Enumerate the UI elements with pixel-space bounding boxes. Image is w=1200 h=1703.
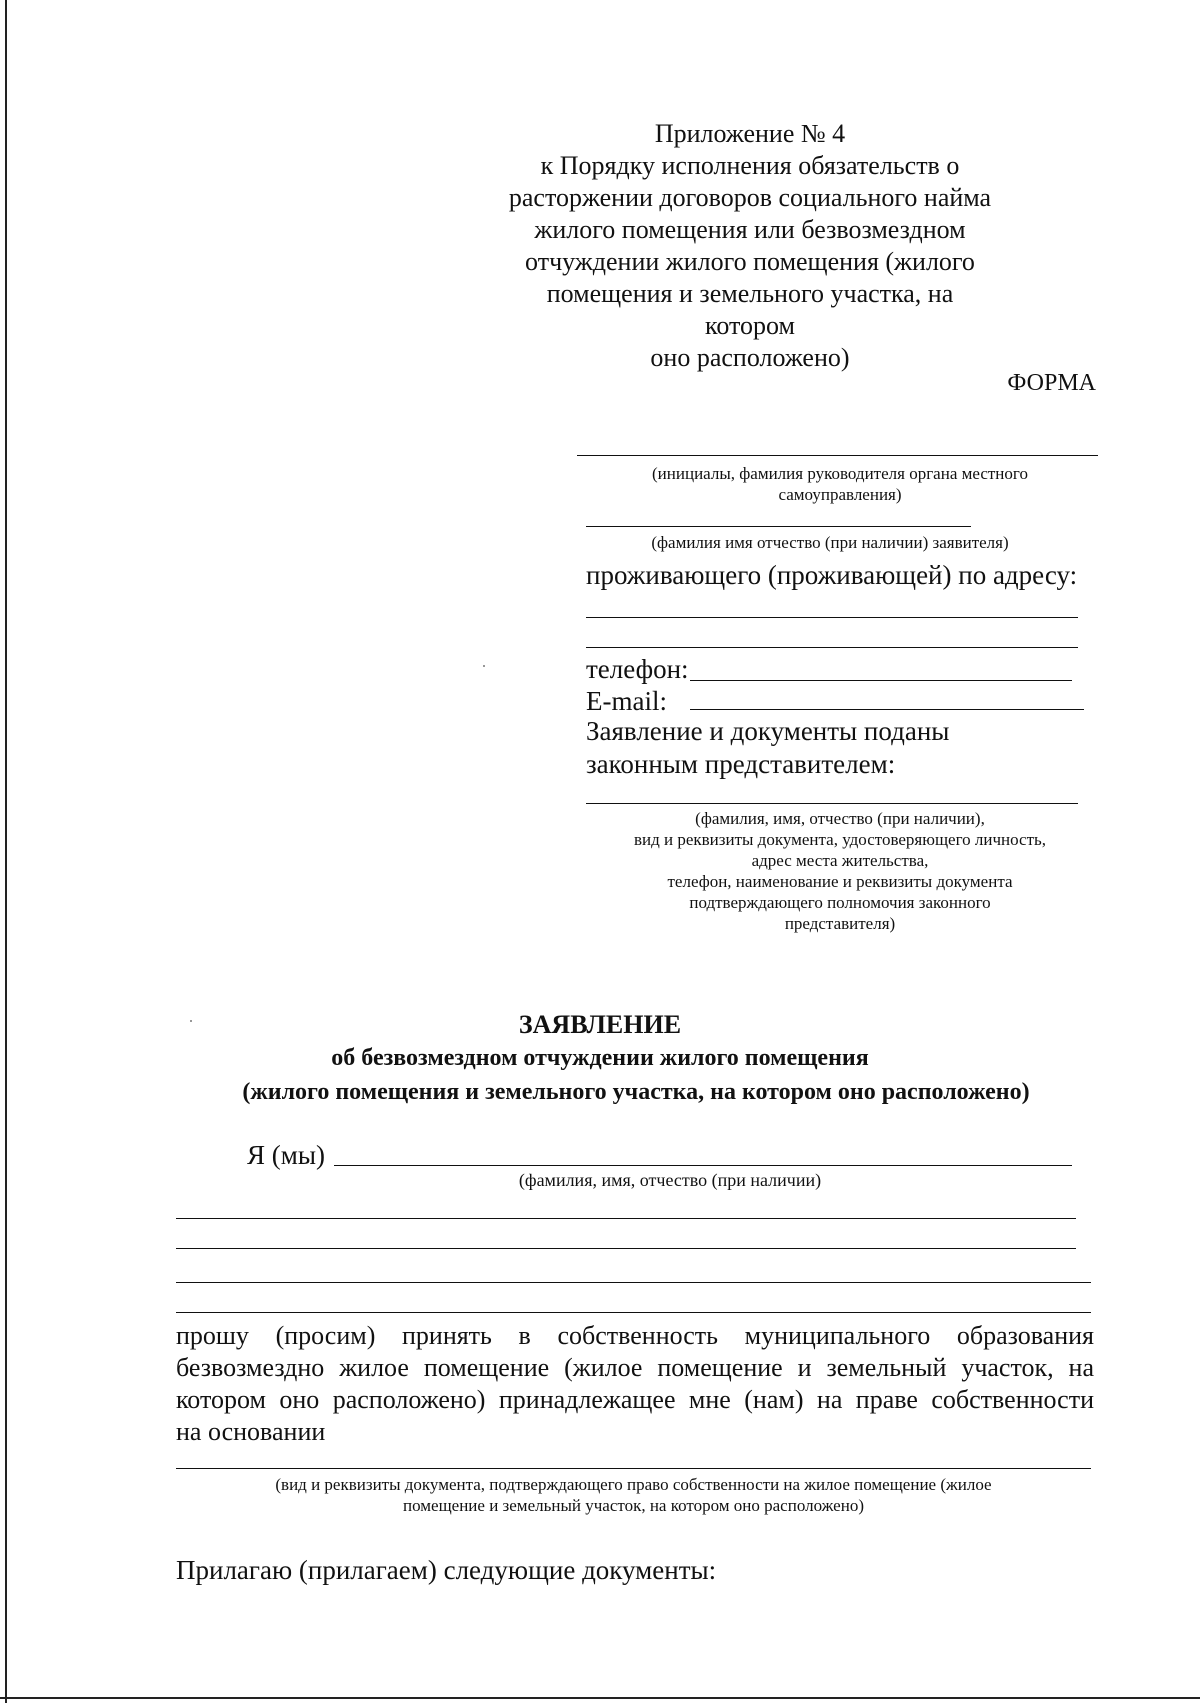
head-name-line[interactable] [577, 455, 1098, 456]
basis-caption [176, 1474, 1091, 1516]
appendix-line: отчуждении жилого помещения (жилого [525, 247, 975, 276]
scan-speck [483, 665, 485, 667]
name-continuation-line[interactable] [176, 1218, 1076, 1219]
phone-label: телефон: [586, 654, 689, 684]
request-line: котором оно расположено) принадлежащее мне (нам) на праве собственности [176, 1385, 1094, 1414]
representative-caption-line: вид и реквизиты документа, удостоверяющего личность, [633, 830, 1047, 849]
appendix-line: оно расположено) [650, 343, 850, 372]
request-line: безвозмездно жилое помещение (жилое помещение и земельный участок, на [176, 1353, 1094, 1382]
name-continuation-line[interactable] [176, 1248, 1076, 1249]
page-border-left [5, 0, 7, 1703]
i-we-label: Я (мы) [247, 1140, 325, 1170]
attachments-label: Прилагаю (прилагаем) следующие документы: [176, 1555, 717, 1585]
representative-caption-line: (фамилия, имя, отчество (при наличии), [695, 809, 985, 828]
representative-caption-line: подтверждающего полномочия законного [689, 893, 991, 912]
appendix-line: помещения и земельного участка, на котором [546, 279, 954, 340]
appendix-line: расторжении договоров социального найма [508, 183, 992, 212]
statement-subtitle-2: (жилого помещения и земельного участка, на котором оно расположено) [242, 1079, 1030, 1105]
appendix-line: к Порядку исполнения обязательств о [540, 151, 960, 180]
representative-caption [560, 808, 1120, 934]
email-field-line[interactable] [690, 709, 1084, 710]
basis-line[interactable] [176, 1468, 1091, 1469]
address-line-1[interactable] [586, 617, 1078, 618]
statement-title: ЗАЯВЛЕНИЕ [518, 1010, 682, 1039]
request-paragraph [176, 1320, 1094, 1448]
page-border-bottom [0, 1697, 1200, 1699]
residing-label: проживающего (проживающей) по адресу: [586, 560, 1078, 590]
request-line: прошу (просим) принять в собственность муниципального образования [176, 1321, 1094, 1350]
applicant-caption: (фамилия имя отчество (при наличии) заявителя) [651, 533, 1009, 552]
phone-field-line[interactable] [690, 680, 1072, 681]
appendix-title: Приложение № 4 [654, 119, 846, 148]
i-we-name-line[interactable] [334, 1165, 1072, 1166]
representative-line[interactable] [586, 803, 1078, 804]
appendix-header [500, 118, 1000, 374]
representative-caption-line: представителя) [784, 914, 896, 933]
email-label: E-mail: [586, 686, 667, 716]
address-line-2[interactable] [586, 647, 1078, 648]
form-label: ФОРМА [1007, 370, 1096, 396]
representative-caption-line: адрес места жительства, [751, 851, 929, 870]
representative-label-2: законным представителем: [586, 749, 896, 779]
request-line: на основании [176, 1417, 326, 1446]
representative-caption-line: телефон, наименование и реквизиты документа [667, 872, 1013, 891]
head-caption [580, 463, 1100, 505]
basis-caption-line: (вид и реквизиты документа, подтверждающего право собственности на жилое помещение (жилое [275, 1475, 992, 1494]
statement-subtitle-1: об безвозмездном отчуждении жилого помещения [331, 1045, 869, 1071]
applicant-name-line[interactable] [586, 526, 971, 527]
appendix-line: жилого помещения или безвозмездном [534, 215, 966, 244]
basis-caption-line: помещение и земельный участок, на котором оно расположено) [403, 1496, 864, 1515]
representative-label-1: Заявление и документы поданы [586, 716, 950, 746]
head-caption-line: (инициалы, фамилия руководителя органа местного [652, 464, 1028, 483]
name-caption: (фамилия, имя, отчество (при наличии) [518, 1170, 822, 1190]
head-caption-line: самоуправления) [778, 485, 902, 504]
name-continuation-line[interactable] [176, 1282, 1091, 1283]
name-continuation-line[interactable] [176, 1312, 1091, 1313]
